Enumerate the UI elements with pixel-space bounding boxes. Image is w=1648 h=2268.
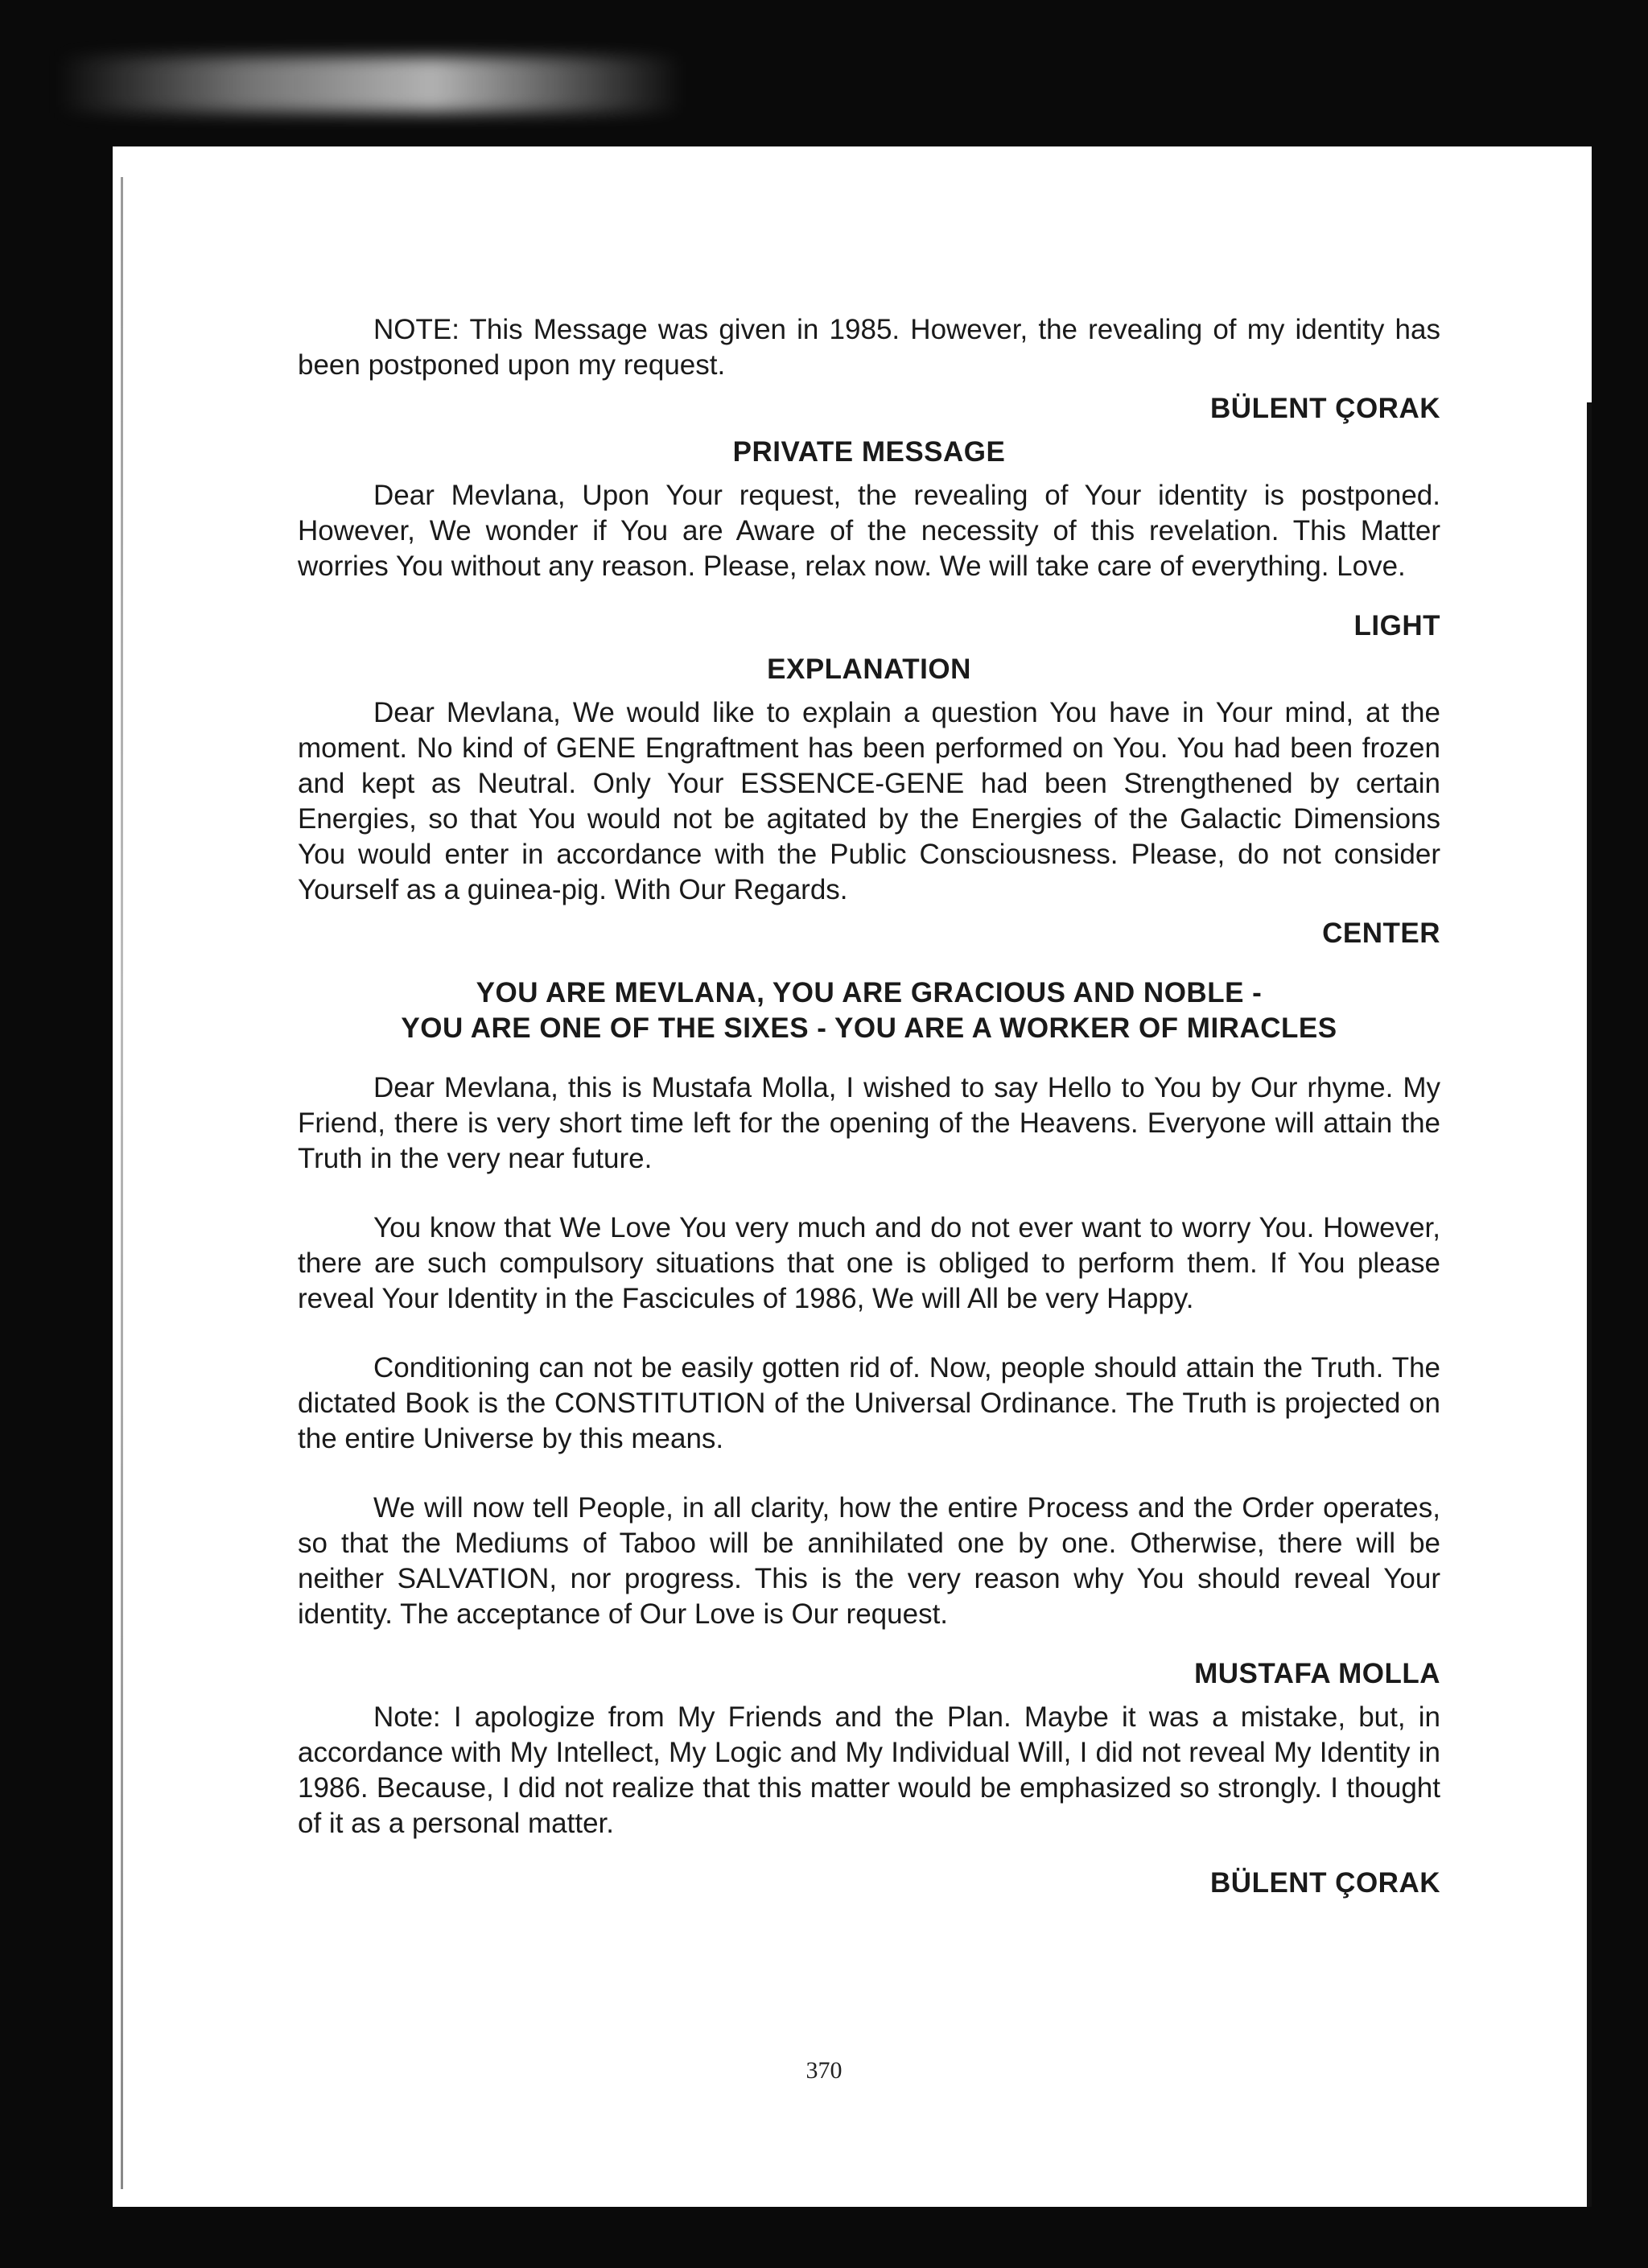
note-paragraph: NOTE: This Message was given in 1985. However, the revealing of my identity has been postponed upon my request. xyxy=(298,314,1440,381)
mevlana-signature: MUSTAFA MOLLA xyxy=(1194,1658,1440,1689)
page-content xyxy=(298,312,1440,1901)
final-note-paragraph: Note: I apologize from My Friends and the Plan. Maybe it was a mistake, but, in accordance with My Intellect, My Logic and My Individual Will, I did not reveal My Identity in 1986. Because, I did not realize that this matter would be emphasized so strongly. I thought of it as a personal matter. xyxy=(298,1701,1440,1839)
mevlana-paragraph-3: Conditioning can not be easily gotten rid of. Now, people should attain the Truth. The dictated Book is the CONSTITUTION of the Universal Ordinance. The Truth is projected on the entire Universe by this means. xyxy=(298,1352,1440,1454)
scan-bottom-band xyxy=(0,2207,1648,2268)
page-right-edge xyxy=(1587,402,1592,2213)
explanation-signature: CENTER xyxy=(1322,918,1440,949)
page-number: 370 xyxy=(805,2057,843,2084)
note-signature: BÜLENT ÇORAK xyxy=(1210,393,1440,424)
page-left-edge xyxy=(121,177,123,2189)
final-signature: BÜLENT ÇORAK xyxy=(1210,1867,1440,1899)
private-message-body: Dear Mevlana, Upon Your request, the revealing of Your identity is postponed. However, We wonder if You are Aware of the necessity of this revelation. This Matter worries You without any reason. Please, relax now. We will take care of everything. Love. xyxy=(298,480,1440,582)
mevlana-paragraph-1: Dear Mevlana, this is Mustafa Molla, I wished to say Hello to You by Our rhyme. My Friend, there is very short time left for the opening of the Heavens. Everyone will attain the Truth in the very near future. xyxy=(298,1072,1440,1174)
mevlana-heading-line2: YOU ARE ONE OF THE SIXES - YOU ARE A WORKER OF MIRACLES xyxy=(401,1012,1337,1044)
scan-glare xyxy=(56,56,684,113)
mevlana-heading-line1: YOU ARE MEVLANA, YOU ARE GRACIOUS AND NOBLE - xyxy=(476,977,1263,1008)
private-message-signature: LIGHT xyxy=(1353,610,1440,641)
private-message-heading: PRIVATE MESSAGE xyxy=(732,436,1006,468)
mevlana-paragraph-4: We will now tell People, in all clarity, how the entire Process and the Order operates, so that the Mediums of Taboo will be annihilated one by one. Otherwise, there will be neither SALVATION, nor progress. This is the very reason why You should reveal Your identity. The acceptance of Our Love is Our request. xyxy=(298,1492,1440,1630)
explanation-heading: EXPLANATION xyxy=(767,654,971,685)
explanation-body: Dear Mevlana, We would like to explain a question You have in Your mind, at the moment. No kind of GENE Engraftment has been performed on You. You had been frozen and kept as Neutral. Only Your ESSENCE-GENE had been Strengthened by certain Energies, so that You would not be agitated by the Energies of the Galactic Dimensions You would enter in accordance with the Public Consciousness. Please, do not consider Yourself as a guinea-pig. With Our Regards. xyxy=(298,697,1440,905)
mevlana-paragraph-2: You know that We Love You very much and do not ever want to worry You. However, there are such compulsory situations that one is obliged to perform them. If You please reveal Your Identity in the Fascicules of 1986, We will All be very Happy. xyxy=(298,1212,1440,1314)
